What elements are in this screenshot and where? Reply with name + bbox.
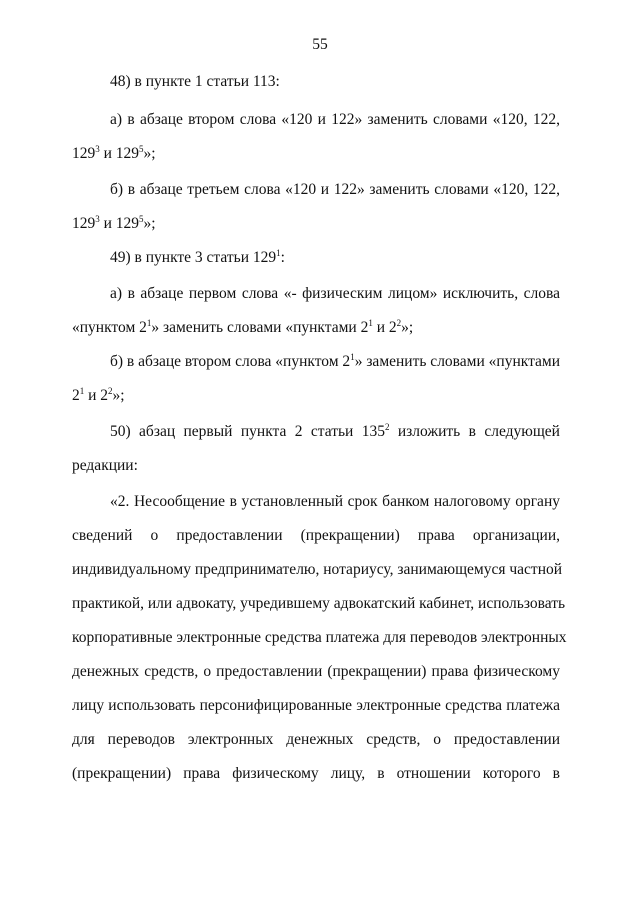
quote-line-4: практикой, или адвокату, учредившему адвокатский кабинет, использовать [72, 595, 566, 612]
quote-line-6: денежных средств, о предоставлении (прекращении) права физическому [72, 663, 560, 680]
item-50-line1: 50) абзац первый пункта 2 статьи $135^2$ изложить в следующей [110, 422, 560, 440]
item-49b-line2: $2^1$ и $2^2$»; [72, 386, 125, 404]
quote-line-3: индивидуальному предпринимателю, нотариусу, занимающемуся частной [72, 561, 563, 578]
item-48a-line1: а) в абзаце втором слова «120 и 122» заменить словами «120, 122, [110, 111, 560, 128]
quote-line-8: для переводов электронных денежных средств, о предоставлении [72, 731, 560, 748]
page-number: 55 [312, 36, 328, 53]
item-48b-line1: б) в абзаце третьем слова «120 и 122» заменить словами «120, 122, [110, 181, 560, 198]
item-50-line2: редакции: [72, 457, 138, 474]
quote-line-2: сведений о предоставлении (прекращении) права организации, [72, 527, 560, 544]
quote-line-1: «2. Несообщение в установленный срок банком налоговому органу [110, 493, 560, 510]
item-49a-line2: «пунктом $2^1$» заменить словами «пунктами $2^1$ и $2^2$»; [72, 318, 414, 336]
quote-line-7: лицу использовать персонифицированные электронные средства платежа [72, 697, 560, 714]
item-49b-line1: б) в абзаце втором слова «пунктом $2^1$» заменить словами «пунктами [110, 352, 561, 370]
item-49-heading: 49) в пункте 3 статьи $129^1$: [110, 248, 285, 266]
quote-line-5: корпоративные электронные средства платежа для переводов электронных [72, 629, 567, 646]
item-49a-line1: а) в абзаце первом слова «- физическим лицом» исключить, слова [110, 285, 560, 302]
item-48a-line2: $129^3$ и $129^5$»; [72, 144, 156, 162]
quote-line-9: (прекращении) права физическому лицу, в отношении которого в [72, 765, 560, 782]
item-48b-line2: $129^3$ и $129^5$»; [72, 214, 156, 232]
item-48-heading: 48) в пункте 1 статьи 113: [110, 73, 280, 90]
